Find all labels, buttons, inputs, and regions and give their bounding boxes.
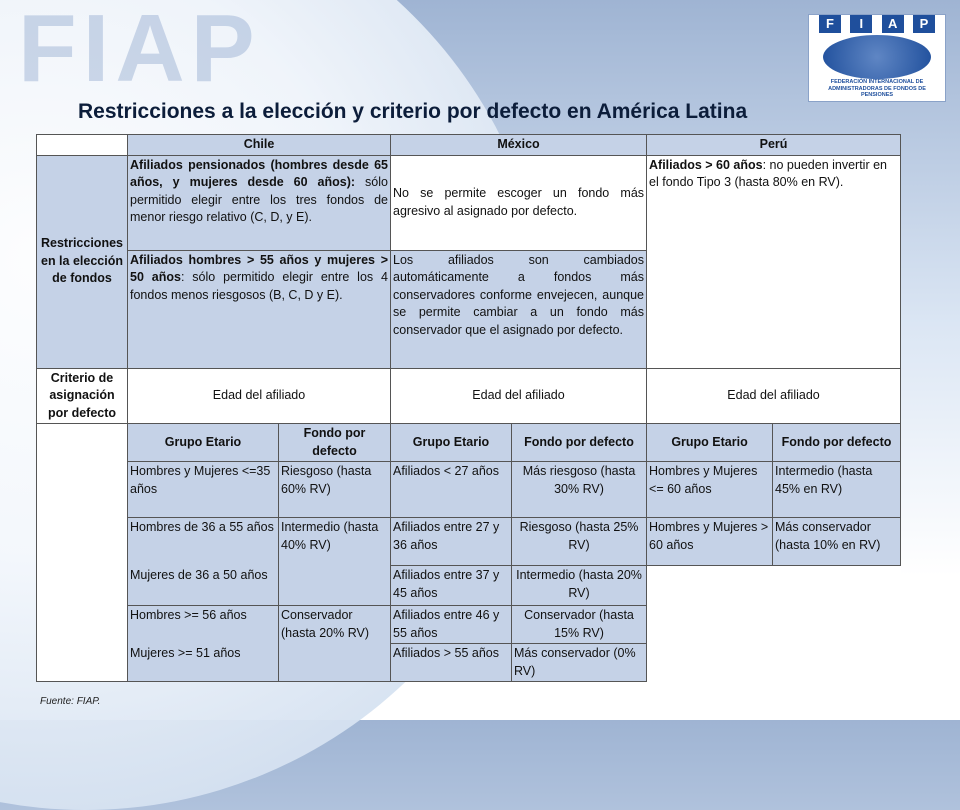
chile-age-group: Hombres de 36 a 55 años <box>128 518 279 566</box>
column-header-mexico: México <box>391 135 647 156</box>
comparison-table <box>36 134 901 682</box>
logo-letter: P <box>913 15 935 33</box>
mexico-age-group: Afiliados > 55 años <box>391 644 512 682</box>
chile-default-fund: Intermedio (hasta 40% RV) <box>279 518 391 606</box>
row-label-restrictions: Restricciones en la elección de fondos <box>37 155 128 368</box>
mexico-default-fund: Más riesgoso (hasta 30% RV) <box>512 462 647 518</box>
row-label-default-criterion: Criterio de asignación por defecto <box>37 368 128 424</box>
chile-restriction-2-text: : sólo permitido elegir entre los 4 fondos menos riesgosos (B, C, D y E). <box>130 270 388 302</box>
peru-restriction-text: : no pueden invertir en el fondo Tipo 3 (hasta 80% en RV). <box>649 157 887 189</box>
age-header-group-peru: Grupo Etario <box>647 424 773 462</box>
mexico-age-group: Afiliados < 27 años <box>391 462 512 518</box>
mexico-age-group: Afiliados entre 46 y 55 años <box>391 606 512 644</box>
chile-age-group: Mujeres >= 51 años <box>128 644 279 682</box>
mexico-default-criterion: Edad del afiliado <box>391 368 647 424</box>
mexico-default-fund: Riesgoso (hasta 25% RV) <box>512 518 647 566</box>
mexico-default-fund: Intermedio (hasta 20% RV) <box>512 566 647 606</box>
chile-restriction-1 <box>128 155 391 250</box>
chile-default-criterion: Edad del afiliado <box>128 368 391 424</box>
peru-default-fund: Intermedio (hasta 45% en RV) <box>773 462 901 518</box>
mexico-restriction-2: Los afiliados son cambiados automáticamente a fondos más conservadores conforme envejecen, aunque se permite cambiar a un fondo más conservador que el asignado por defecto. <box>391 250 647 368</box>
chile-default-fund: Riesgoso (hasta 60% RV) <box>279 462 391 518</box>
logo-letter: A <box>882 15 904 33</box>
column-header-chile: Chile <box>128 135 391 156</box>
mexico-age-group: Afiliados entre 27 y 36 años <box>391 518 512 566</box>
fiap-logo <box>808 14 946 102</box>
chile-age-group: Mujeres de 36 a 50 años <box>128 566 279 606</box>
chile-restriction-1-text: sólo permitido elegir entre los tres fondos de menor riesgo relativo (C, D, y E). <box>130 175 388 224</box>
age-table-blank <box>37 424 128 682</box>
age-header-group-chile: Grupo Etario <box>128 424 279 462</box>
logo-text: FEDERACIÓN INTERNACIONAL DE ADMINISTRADORAS DE FONDOS DE PENSIONES <box>828 79 926 98</box>
chile-restriction-2-bold: Afiliados hombres > 55 años y mujeres > 50 años <box>130 252 388 284</box>
peru-restriction <box>647 155 901 368</box>
mexico-default-fund: Conservador (hasta 15% RV) <box>512 606 647 644</box>
chile-restriction-1-bold: Afiliados pensionados (hombres desde 65 años, y mujeres desde 60 años): <box>130 157 388 189</box>
peru-age-group: Hombres y Mujeres > 60 años <box>647 518 773 566</box>
mexico-default-fund: Más conservador (0% RV) <box>512 644 647 682</box>
column-header-peru: Perú <box>647 135 901 156</box>
chile-age-group: Hombres >= 56 años <box>128 606 279 644</box>
chile-age-group: Hombres y Mujeres <=35 años <box>128 462 279 518</box>
page-title: Restricciones a la elección y criterio por defecto en América Latina <box>78 100 748 123</box>
age-header-fund-chile: Fondo por defecto <box>279 424 391 462</box>
globe-icon <box>823 35 931 79</box>
mexico-restriction-1: No se permite escoger un fondo más agresivo al asignado por defecto. <box>391 155 647 250</box>
logo-letter: I <box>850 15 872 33</box>
source-note: Fuente: FIAP. <box>40 696 101 707</box>
age-header-group-mexico: Grupo Etario <box>391 424 512 462</box>
peru-empty-area <box>647 566 901 682</box>
mexico-age-group: Afiliados entre 37 y 45 años <box>391 566 512 606</box>
peru-age-group: Hombres y Mujeres <= 60 años <box>647 462 773 518</box>
chile-restriction-2 <box>128 250 391 368</box>
corner-cell <box>37 135 128 156</box>
age-header-fund-peru: Fondo por defecto <box>773 424 901 462</box>
chile-default-fund: Conservador (hasta 20% RV) <box>279 606 391 682</box>
peru-default-criterion: Edad del afiliado <box>647 368 901 424</box>
background-watermark: FIAP <box>18 0 261 102</box>
logo-letter: F <box>819 15 841 33</box>
peru-default-fund: Más conservador (hasta 10% en RV) <box>773 518 901 566</box>
peru-restriction-bold: Afiliados > 60 años <box>649 157 763 172</box>
age-header-fund-mexico: Fondo por defecto <box>512 424 647 462</box>
